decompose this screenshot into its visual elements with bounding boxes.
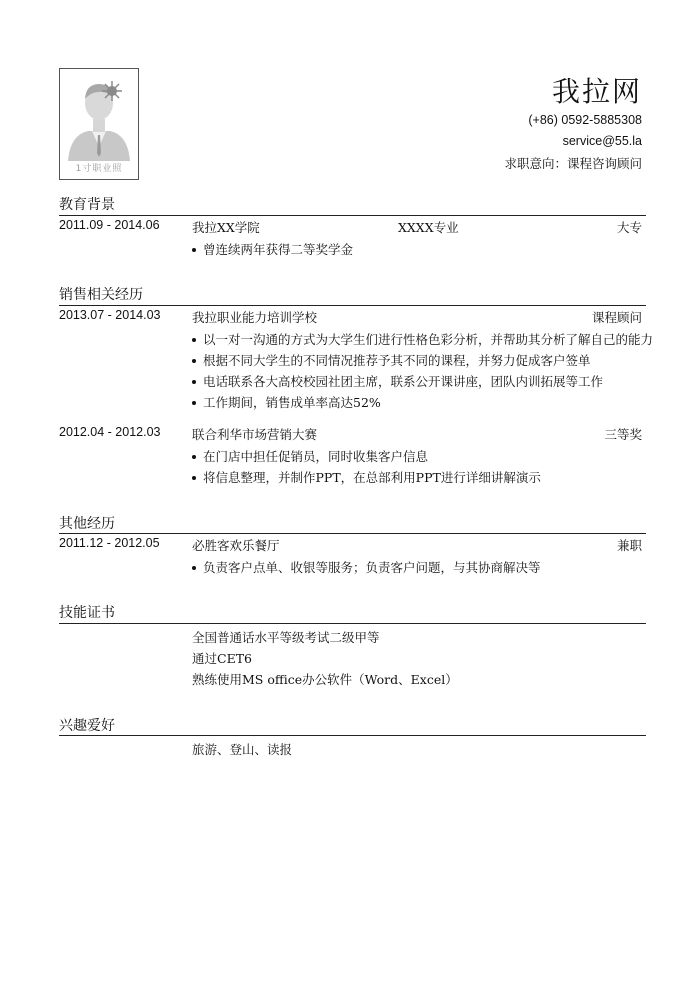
section-divider [59, 533, 646, 534]
list-item: 在门店中担任促销员，同时收集客户信息 [192, 447, 428, 465]
list-item: 以一对一沟通的方式为大学生们进行性格色彩分析，并帮助其分析了解自己的能力 [192, 330, 653, 348]
list-item: 曾连续两年获得二等奖学金 [192, 240, 353, 258]
other-role: 兼职 [616, 538, 642, 553]
education-date: 2011.09 - 2014.06 [59, 218, 160, 232]
job-intent: 求职意向：课程咨询顾问 [504, 156, 642, 171]
phone-number: (+86) 0592-5885308 [528, 113, 642, 127]
section-divider [59, 623, 646, 624]
other-org: 必胜客欢乐餐厅 [192, 538, 280, 553]
other-date: 2011.12 - 2012.05 [59, 536, 160, 550]
sales-date-2: 2012.04 - 2012.03 [59, 425, 161, 439]
list-item: 负责客户点单、收银等服务；负责客户问题，与其协商解决等 [192, 558, 541, 576]
education-major: XXXX专业 [398, 220, 459, 235]
list-item: 根据不同大学生的不同情况推荐予其不同的课程，并努力促成客户签单 [192, 351, 591, 369]
email-address: service@55.la [562, 134, 642, 148]
section-divider [59, 735, 646, 736]
sales-role-1: 课程顾问 [591, 310, 642, 325]
section-title-sales: 销售相关经历 [59, 287, 143, 303]
education-school: 我拉XX学院 [192, 220, 260, 235]
hobby-item: 旅游、登山、读报 [192, 742, 293, 757]
section-title-hobbies: 兴趣爱好 [59, 718, 115, 734]
sales-date-1: 2013.07 - 2014.03 [59, 308, 161, 322]
section-title-other: 其他经历 [59, 516, 115, 532]
sales-org-2: 联合利华市场营销大赛 [192, 427, 318, 442]
profile-photo [59, 68, 139, 180]
section-divider [59, 305, 646, 306]
list-item: 电话联系各大高校校园社团主席，联系公开课讲座，团队内训拓展等工作 [192, 372, 603, 390]
skill-item: 全国普通话水平等级考试二级甲等 [192, 630, 380, 645]
list-item: 工作期间，销售成单率高达52% [192, 393, 381, 411]
sales-org-1: 我拉职业能力培训学校 [192, 310, 318, 325]
section-title-skills: 技能证书 [59, 605, 115, 621]
skill-item: 熟练使用MS office办公软件（Word、Excel） [192, 672, 458, 687]
section-divider [59, 215, 646, 216]
education-degree: 大专 [616, 220, 642, 235]
candidate-name: 我拉网 [551, 75, 642, 108]
skill-item: 通过CET6 [192, 651, 252, 666]
sales-role-2: 三等奖 [604, 427, 642, 442]
section-title-education: 教育背景 [59, 197, 115, 213]
list-item: 将信息整理，并制作PPT，在总部利用PPT进行详细讲解演示 [192, 468, 541, 486]
photo-caption: 1寸职业照 [75, 164, 123, 174]
